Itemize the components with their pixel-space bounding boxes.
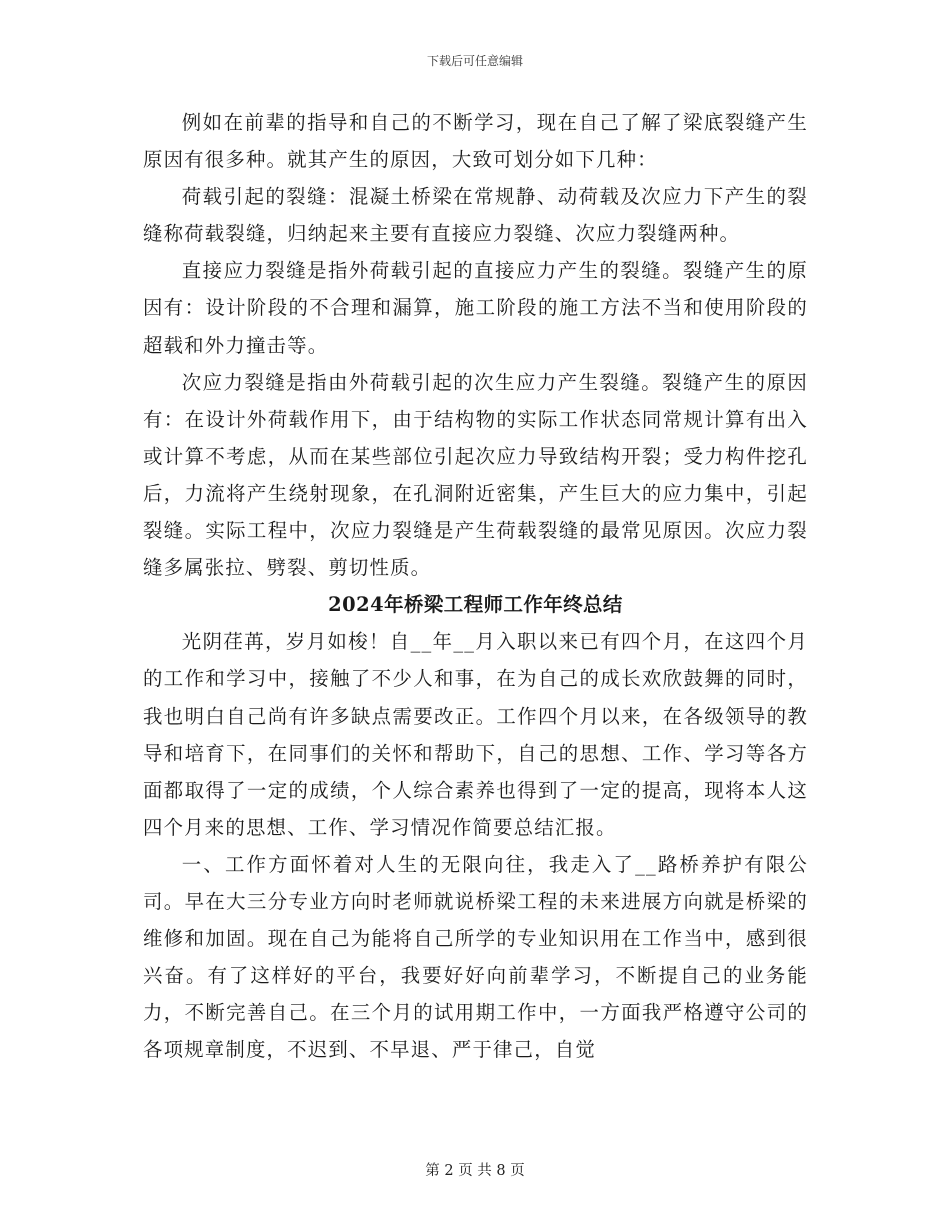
paragraph: 光阴荏苒，岁月如梭！自__年__月入职以来已有四个月，在这四个月的工作和学习中，接触了不少人和事，在为自己的成长欢欣鼓舞的同时，我也明白自己尚有许多缺点需要改正。工作四个月以来，在各级领导的教导和培育下，在同事们的关怀和帮助下，自己的思想、工作、学习等各方面都取得了一定的成绩，个人综合素养也得到了一定的提高，现将本人这四个月来的思想、工作、学习情况作简要总结汇报。 (143, 630, 808, 839)
paragraph: 例如在前辈的指导和自己的不断学习，现在自己了解了梁底裂缝产生原因有很多种。就其产生的原因，大致可划分如下几种： (143, 111, 808, 172)
paragraph: 次应力裂缝是指由外荷载引起的次生应力产生裂缝。裂缝产生的原因有：在设计外荷载作用下，由于结构物的实际工作状态同常规计算有出入或计算不考虑，从而在某些部位引起次应力导致结构开裂；受力构件挖孔后，力流将产生绕射现象，在孔洞附近密集，产生巨大的应力集中，引起裂缝。实际工程中，次应力裂缝是产生荷载裂缝的最常见原因。次应力裂缝多属张拉、劈裂、剪切性质。 (143, 370, 808, 580)
paragraph: 一、工作方面怀着对人生的无限向往，我走入了__路桥养护有限公司。早在大三分专业方向时老师就说桥梁工程的未来进展方向就是桥梁的维修和加固。现在自己为能将自己所学的专业知识用在工作当中，感到很兴奋。有了这样好的平台，我要好好向前辈学习，不断提自己的业务能力，不断完善自己。在三个月的试用期工作中，一方面我严格遵守公司的各项规章制度，不迟到、不早退、严于律己，自觉 (143, 852, 808, 1062)
section-title: 2024年桥梁工程师工作年终总结 (328, 593, 623, 617)
document-body (143, 104, 808, 1068)
paragraph: 直接应力裂缝是指外荷载引起的直接应力产生的裂缝。裂缝产生的原因有：设计阶段的不合理和漏算，施工阶段的施工方法不当和使用阶段的超载和外力撞击等。 (143, 259, 808, 357)
page-header: 下载后可任意编辑 (426, 54, 523, 68)
page-footer: 第 2 页 共 8 页 (425, 1163, 525, 1179)
paragraph: 荷载引起的裂缝：混凝土桥梁在常规静、动荷载及次应力下产生的裂缝称荷载裂缝，归纳起来主要有直接应力裂缝、次应力裂缝两种。 (143, 185, 808, 246)
